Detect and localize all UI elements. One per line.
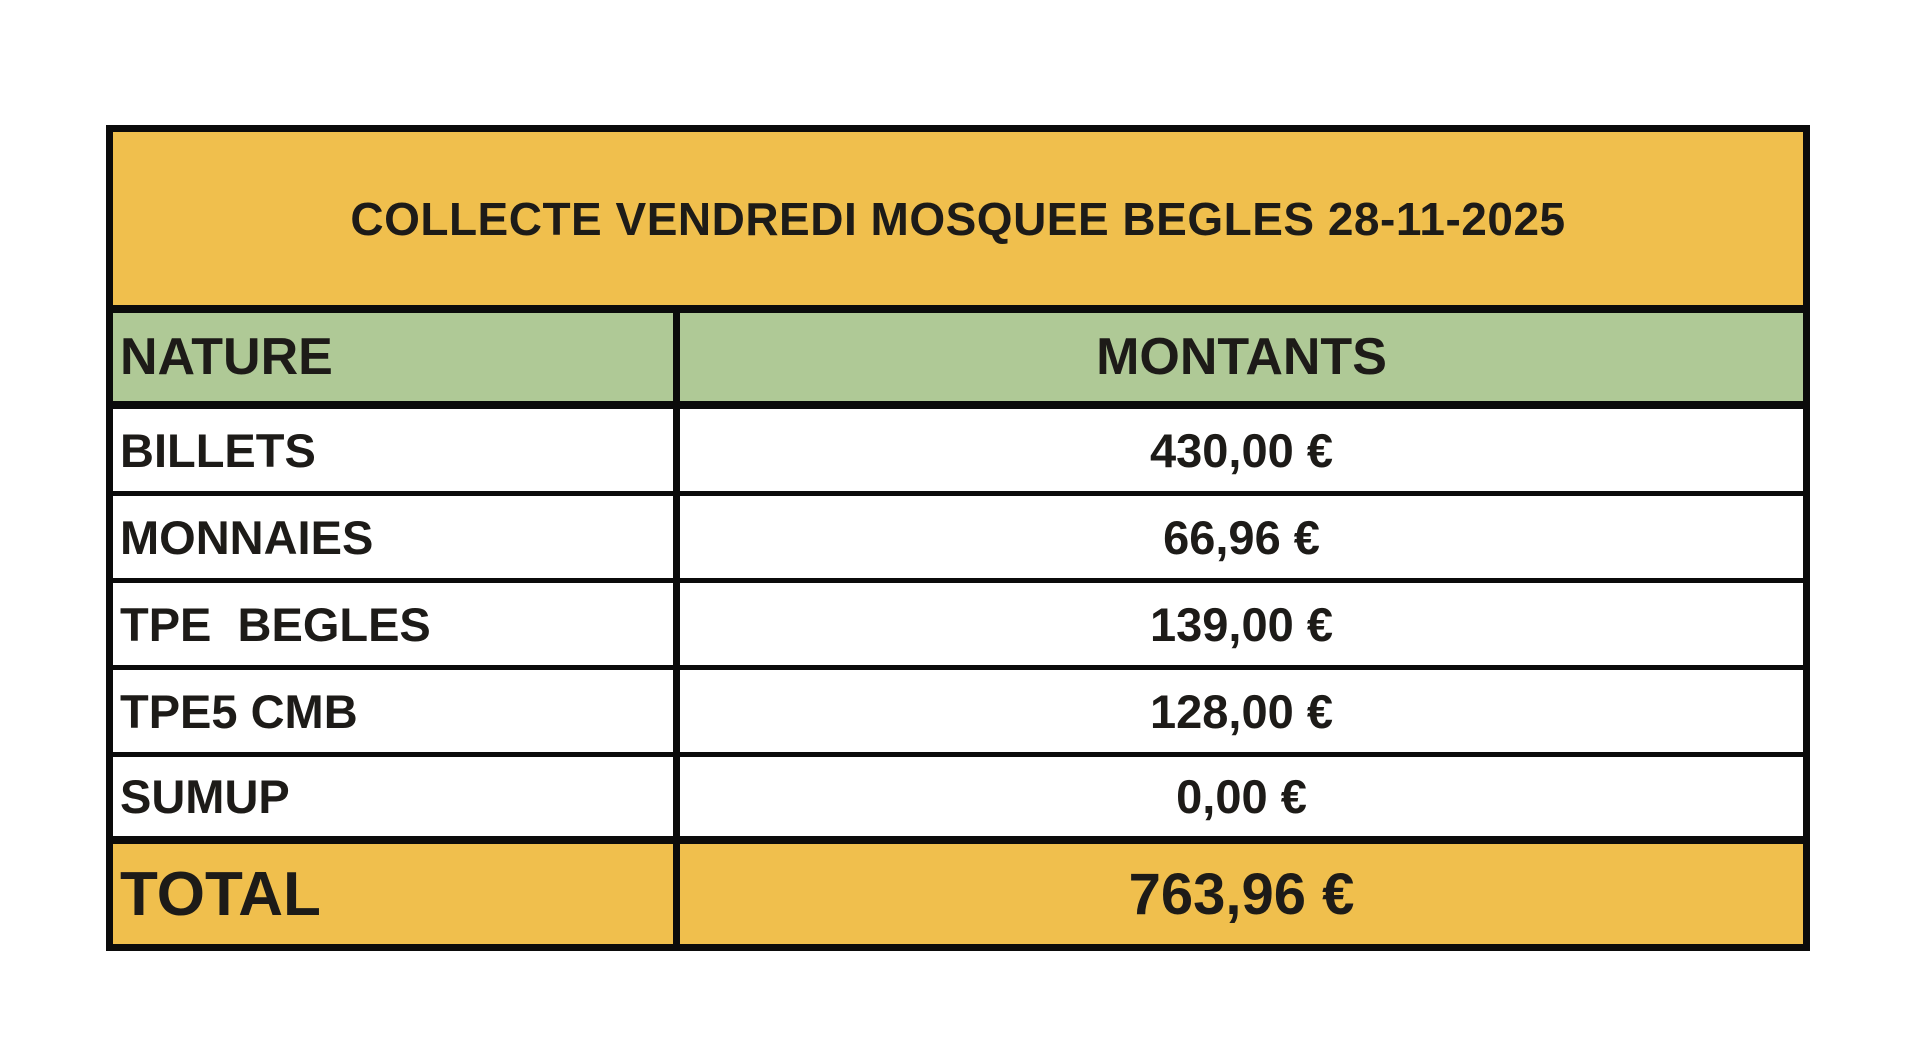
- row-label-sumup: SUMUP: [113, 757, 680, 836]
- column-header-nature: NATURE: [113, 313, 680, 401]
- total-label: TOTAL: [113, 844, 680, 944]
- page-title: COLLECTE VENDREDI MOSQUEE BEGLES 28-11-2025: [350, 192, 1566, 245]
- row-value-billets: 430,00 €: [1150, 423, 1333, 477]
- table-row: [113, 583, 1803, 670]
- table-title-banner: [113, 132, 1803, 313]
- row-value-monnaies: 66,96 €: [1163, 510, 1320, 564]
- table-row: [113, 409, 1803, 496]
- table-row: [113, 757, 1803, 844]
- collection-table: [106, 125, 1810, 951]
- row-label-billets: BILLETS: [113, 409, 680, 491]
- table-row: [113, 496, 1803, 583]
- table-header-row: [113, 313, 1803, 409]
- row-label-tpe5-cmb: TPE5 CMB: [113, 670, 680, 752]
- row-value-tpe-begles: 139,00 €: [1150, 597, 1333, 651]
- row-value-sumup: 0,00 €: [1176, 770, 1307, 823]
- total-row: [113, 844, 1803, 944]
- column-header-montants: MONTANTS: [1096, 328, 1387, 386]
- total-value: 763,96 €: [1128, 861, 1355, 927]
- table-row: [113, 670, 1803, 757]
- row-value-tpe5-cmb: 128,00 €: [1150, 684, 1333, 738]
- row-label-tpe-begles: TPE BEGLES: [113, 583, 680, 665]
- row-label-monnaies: MONNAIES: [113, 496, 680, 578]
